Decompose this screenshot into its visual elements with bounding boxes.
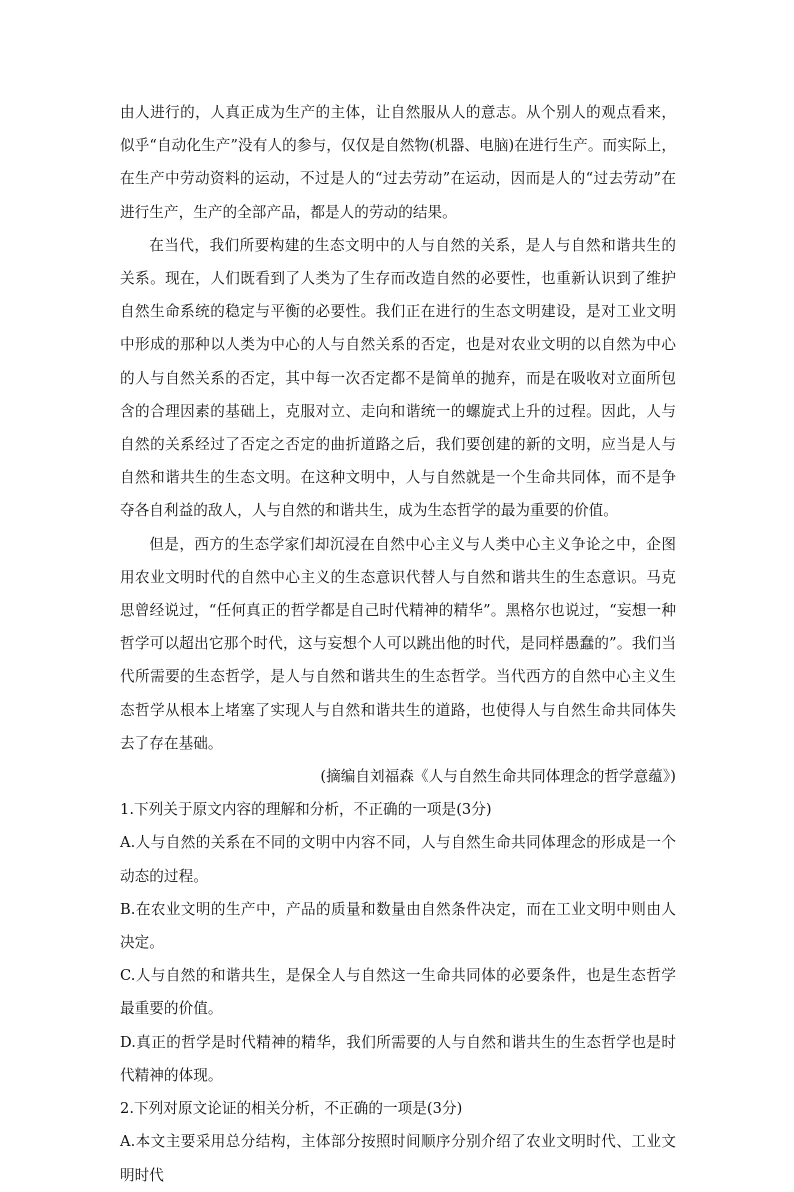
article-source: (摘编自刘福森《人与自然生命共同体理念的哲学意蕴》) bbox=[320, 768, 676, 786]
question-1-option-c: C.人与自然的和谐共生，是保全人与自然这一生命共同体的必要条件，也是生态哲学最重要的价值。 bbox=[120, 967, 676, 1018]
question-2-option-a: A.本文主要采用总分结构，主体部分按照时间顺序分别介绍了农业文明时代、工业文明时代 bbox=[120, 1133, 676, 1184]
article-paragraph-3: 但是，西方的生态学家们却沉浸在自然中心主义与人类中心主义争论之中，企图用农业文明时代的自然中心主义的生态意识代替人与自然和谐共生的生态意识。马克思曾经说过，“任何真正的哲学都是自己时代精神的精华”。黑格尔也说过，“妄想一种哲学可以超出它那个时代，这与妄想个人可以跳出他的时代，是同样愚蠢的”。我们当代所需要的生态哲学，是人与自然和谐共生的生态哲学。当代西方的自然中心主义生态哲学从根本上堵塞了实现人与自然和谐共生的道路，也使得人与自然生命共同体失去了存在基础。 bbox=[120, 535, 676, 752]
question-1 bbox=[120, 793, 676, 1092]
question-1-stem: 1.下列关于原文内容的理解和分析，不正确的一项是(3分) bbox=[120, 801, 492, 819]
question-2-stem: 2.下列对原文论证的相关分析，不正确的一项是(3分) bbox=[120, 1100, 463, 1118]
article-paragraph-1: 由人进行的，人真正成为生产的主体，让自然服从人的意志。从个别人的观点看来，似乎“自动化生产”没有人的参与，仅仅是自然物(机器、电脑)在进行生产。而实际上，在生产中劳动资料的运动，不过是人的“过去劳动”在运动，因而是人的“过去劳动”在进行生产，生产的全部产品，都是人的劳动的结果。 bbox=[120, 104, 676, 221]
article-paragraph-2: 在当代，我们所要构建的生态文明中的人与自然的关系，是人与自然和谐共生的关系。现在，人们既看到了人类为了生存而改造自然的必要性，也重新认识到了维护自然生命系统的稳定与平衡的必要性。我们正在进行的生态文明建设，是对工业文明中形成的那种以人类为中心的人与自然关系的否定，也是对农业文明的以自然为中心的人与自然关系的否定，其中每一次否定都不是简单的抛弃，而是在吸收对立面所包含的合理因素的基础上，克服对立、走向和谐统一的螺旋式上升的过程。因此，人与自然的关系经过了否定之否定的曲折道路之后，我们要创建的新的文明，应当是人与自然和谐共生的生态文明。在这种文明中，人与自然就是一个生命共同体，而不是争夺各自利益的敌人，人与自然的和谐共生，成为生态哲学的最为重要的价值。 bbox=[120, 236, 676, 520]
question-1-option-d: D.真正的哲学是时代精神的精华，我们所需要的人与自然和谐共生的生态哲学也是时代精神的体现。 bbox=[120, 1033, 676, 1084]
document-content bbox=[120, 96, 676, 1192]
question-2 bbox=[120, 1092, 676, 1192]
question-1-option-b: B.在农业文明的生产中，产品的质量和数量由自然条件决定，而在工业文明中则由人决定。 bbox=[120, 900, 676, 952]
question-1-option-a: A.人与自然的关系在不同的文明中内容不同，人与自然生命共同体理念的形成是一个动态的过程。 bbox=[120, 834, 676, 885]
